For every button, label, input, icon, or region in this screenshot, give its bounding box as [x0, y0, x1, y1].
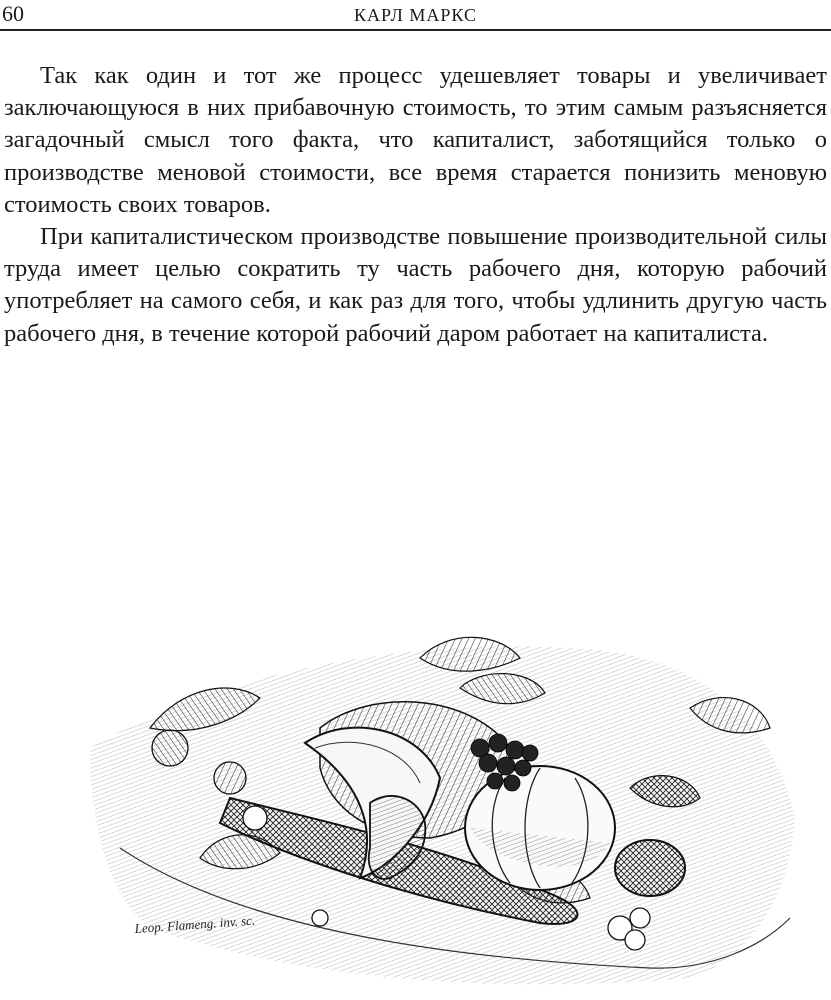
header-rule	[0, 29, 831, 31]
engraver-signature: Leop. Flameng. inv. sc.	[134, 912, 256, 936]
running-head	[0, 0, 831, 30]
page-number: 60	[2, 1, 24, 26]
still-life-engraving-icon	[90, 598, 800, 998]
running-title: КАРЛ МАРКС	[354, 5, 477, 25]
paragraph-1: Так как один и тот же процесс удешевляет товары и увеличивает заключающуюся в них прибавочную стоимость, то этим самым разъясняется загадочный смысл того факта, что капиталист, заботящийся только о производстве меновой стоимости, все время старается понизить меновую стоимость своих товаров.	[4, 62, 827, 218]
paragraph-2: При капиталистическом производстве повышение производительной силы труда имеет целью сократить ту часть рабочего дня, которую рабочий употребляет на самого себя, и как раз для того, чтобы удлинить другую часть рабочего дня, в течение которой рабочий даром работает на капиталиста.	[4, 223, 827, 347]
dark-fruit	[615, 840, 685, 896]
body-text	[4, 60, 827, 350]
